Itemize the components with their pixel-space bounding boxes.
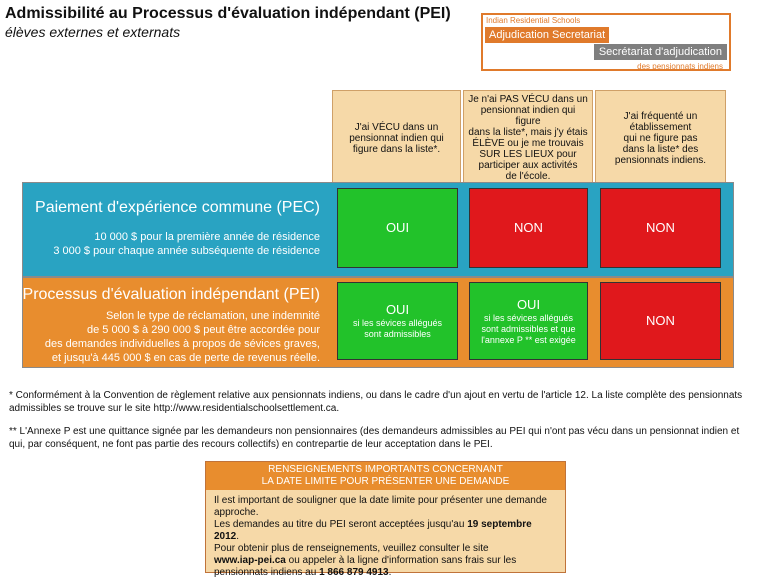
logo-french-name: Secrétariat d'adjudication — [594, 44, 727, 60]
page-subtitle: élèves externes et externats — [5, 24, 181, 40]
column-header-day-student: Je n'ai PAS VÉCU dans un pensionnat indien qui figure dans la liste*, mais j'y étais ÉLÈVE ou je me trouvais SUR LES LIEUX pour participer aux activités de l'école. — [463, 90, 593, 186]
column-header-unlisted: J'ai fréquenté un établissement qui ne figure pas dans la liste* des pensionnats indiens. — [595, 90, 726, 186]
row-header-pec: Paiement d'expérience commune (PEC) 10 000 $ pour la première année de résidence 3 000 $ pour chaque année subséquente de résidence — [22, 198, 330, 258]
cell-pei-day-student: OUI si les sévices allégués sont admissibles et que l'annexe P ** est exigée — [469, 282, 588, 360]
deadline-sentence: Les demandes au titre du PEI seront acceptées jusqu'au 19 septembre 2012. — [214, 519, 532, 542]
cell-pec-day-student: NON — [469, 188, 588, 268]
deadline-info-box — [205, 461, 566, 578]
row-header-pei: Processus d'évaluation indépendant (PEI) Selon le type de réclamation, une indemnité de 5 000 $ à 290 000 $ peut être accordée pour des demandes individuelles à propos de sévices graves, et jusqu'à 445 000 $ en cas de perte de revenus réelle. — [22, 286, 320, 364]
row-title-pec: Paiement d'expérience commune (PEC) — [35, 199, 320, 216]
cell-pei-unlisted: NON — [600, 282, 721, 360]
website-link[interactable]: www.iap-pei.ca — [214, 555, 286, 566]
deadline-info-heading: RENSEIGNEMENTS IMPORTANTS CONCERNANT LA DATE LIMITE POUR PRÉSENTER UNE DEMANDE — [206, 462, 565, 490]
deadline-date: 19 septembre 2012 — [214, 519, 532, 542]
row-title-pei: Processus d'évaluation indépendant (PEI) — [22, 286, 320, 303]
secretariat-logo — [481, 13, 731, 71]
cell-pec-lived: OUI — [337, 188, 458, 268]
footnote-annex-p: ** L'Annexe P est une quittance signée par les demandeurs non pensionnaires (des demandeurs admissibles au PEI qui n'ont pas vécu dans un pensionnat indien et qui, par conséquent, ne font pas partie des recours collectifs) en contrepartie de leur acceptation dans le PEI. — [9, 426, 740, 450]
cell-pec-unlisted: NON — [600, 188, 721, 268]
cell-pei-lived: OUI si les sévices allégués sont admissibles — [337, 282, 458, 360]
logo-bottom-text: des pensionnats indiens — [637, 62, 723, 71]
logo-top-text: Indian Residential Schools — [486, 16, 581, 25]
deadline-info-body: Il est important de souligner que la date limite pour présenter une demande approche. Les demandes au titre du PEI seront acceptées jusqu'au 19 septembre 2012. Pour obtenir plus de renseignements, veuillez consulter le site www.iap-pei.ca ou appeler à la ligne d'information sans frais sur les pensionnats indiens au 1 866 879 4913. — [206, 490, 565, 581]
page-title: Admissibilité au Processus d'évaluation indépendant (PEI) — [5, 5, 451, 22]
phone-number: 1 866 879 4913 — [319, 567, 389, 578]
footnote-list: * Conformément à la Convention de règlement relative aux pensionnats indiens, ou dans le cadre d'un ajout en vertu de l'article 12. La liste complète des pensionnats admissibles se trouve sur le site http://www.residentialschoolsettlement.ca. — [9, 390, 743, 414]
column-header-lived: J'ai VÉCU dans un pensionnat indien qui figure dans la liste*. — [332, 90, 461, 186]
logo-english-name: Adjudication Secretariat — [485, 27, 609, 43]
